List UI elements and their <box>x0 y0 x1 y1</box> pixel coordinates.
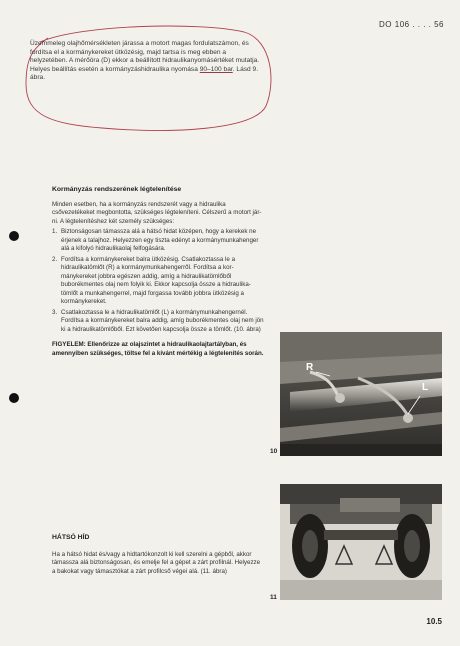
step-text: Biztonságosan támassza alá a hátsó hidat középen, hogy a kerekek ne érjenek a talajhoz. Helyezzen egy tiszta edényt a kormánymunkahenger alá a kifolyó hidraulikaolaj felfogására. <box>61 228 259 252</box>
bleeding-section <box>52 186 264 358</box>
rear-axle-heading: HÁTSÓ HÍD <box>52 534 90 541</box>
warning-note: FIGYELEM: Ellenőrizze az olajszintet a hidraulikaolajtartályban, és amennyiben szükséges, töltse fel a kívánt mértékig a légtelenítés során. <box>52 341 264 357</box>
intro-text: Üzemmeleg olajhőmérsékleten járassa a motort magas fordulatszámon, és fordítsa el a kormánykereket ütközésig, majd tartsa is meg ebben a helyzetében. A mérőóra (D) ekkor a beállított hidraulikanyomásértéket mutatja. Helyes beállítás esetén a kormányzáshidraulika nyomása <box>30 40 260 73</box>
rear-axle-text: Ha a hátsó hidat és/vagy a hidtartókonzolt ki kell szerelni a gépből, akkor támassza alá biztonságosan, és emelje fel a gépet a zárt profilnál. Helyezze a bakokat vagy támasztókat a zárt profilcső végei alá. (11. ábra) <box>52 550 261 575</box>
step-number: 1. <box>52 228 58 235</box>
figure-10-number: 10 <box>270 448 278 455</box>
label-r: R <box>306 362 314 373</box>
intro-paragraph <box>30 40 262 83</box>
figure-10-photo <box>280 332 442 456</box>
intro-figure-ref: . Lásd 9. ábra. <box>30 65 259 82</box>
binder-hole <box>9 231 19 241</box>
step-text: Fordítsa a kormánykereket balra ütközésig. Csatlakoztassa le a hidraulikatömlőt (R) a kormánymunkahengerről. Fordítsa a kormánykereket jobbra egészen addig, amíg a hidraulikatömlőből buborékmentes olaj nem folyik ki. Ekkor kapcsolja össze a hidraulikatömlőt a munkahengerrel, majd forgassa tovább jobbra ütközésig a kormánykereket. <box>61 255 251 305</box>
step-text: Csatlakoztassa le a hidraulikatömlőt (L) a kormánymunkahengernél. Fordítsa a kormánykereket balra addig, amíg buborékmentes olaj nem jön ki a hidraulikatömlőből. Ezt követően kapcsolja össze a tömlőt. (10. ábra) <box>61 308 264 333</box>
label-l: L <box>422 382 429 393</box>
step-item <box>52 309 264 335</box>
steering-cylinder-image <box>280 332 442 456</box>
rear-axle-section <box>52 534 264 576</box>
figure-11-number: 11 <box>270 594 277 601</box>
document-id: DO 106 . . . . 56 <box>379 20 444 29</box>
rear-axle-stands-image <box>280 484 442 600</box>
pressure-value: 90–100 bar <box>199 65 233 73</box>
bleeding-heading: Kormányzás rendszerének légtelenítése <box>52 186 182 193</box>
page-number: 10.5 <box>426 617 442 626</box>
step-number: 3. <box>52 308 58 316</box>
step-item <box>52 228 264 254</box>
bleeding-steps <box>52 228 264 334</box>
bleeding-intro: Minden esetben, ha a kormányzás rendszerét vagy a hidraulika csővezetékeket megbontotta, szükséges légteleníteni. Célszerű a motort járni. A légtelenítéshez két személy szükséges: <box>52 200 262 225</box>
figure-11-photo <box>280 484 442 600</box>
binder-hole <box>9 393 19 403</box>
step-number: 2. <box>52 255 58 263</box>
step-item <box>52 256 264 307</box>
